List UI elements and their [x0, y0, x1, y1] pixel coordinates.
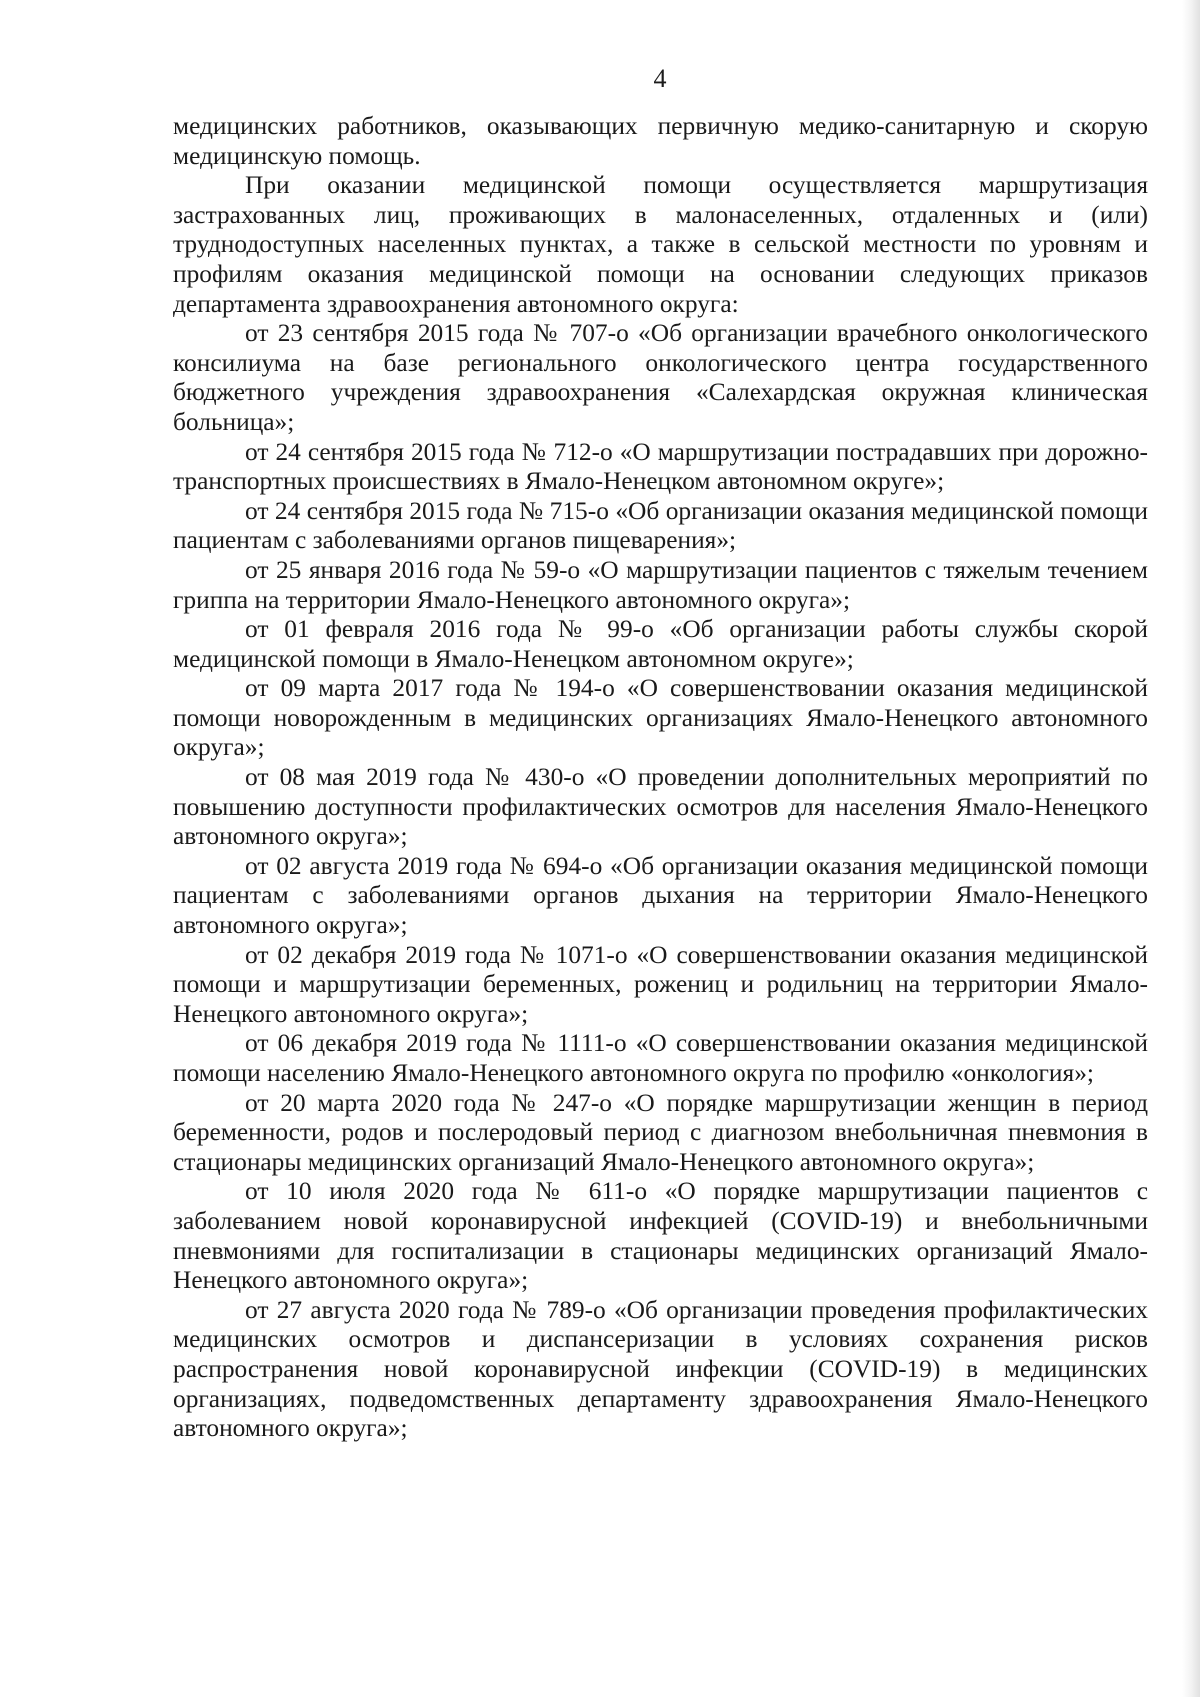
order-item: от 27 августа 2020 года № 789-о «Об организации проведения профилактических медицинских осмотров и диспансеризации в условиях сохранения рисков распространения новой коронавирусной инфекции (COVID-19) в медицинских организациях, подведомственных департаменту здравоохранения Ямало-Ненецкого автономного округа»; [173, 1295, 1148, 1443]
order-item: от 02 декабря 2019 года № 1071-о «О совершенствовании оказания медицинской помощи и маршрутизации беременных, рожениц и родильниц на территории Ямало-Ненецкого автономного округа»; [173, 940, 1148, 1028]
order-item: от 24 сентября 2015 года № 715-о «Об организации оказания медицинской помощи пациентам с заболеваниями органов пищеварения»; [173, 496, 1148, 555]
order-item: от 23 сентября 2015 года № 707-о «Об организации врачебного онкологического консилиума на базе регионального онкологического центра государственного бюджетного учреждения здравоохранения «Салехардская окружная клиническая больница»; [173, 319, 1148, 436]
paragraph-intro: При оказании медицинской помощи осуществляется маршрутизация застрахованных лиц, проживающих в малонаселенных, отдаленных и (или) труднодоступных населенных пунктах, а также в сельской местности по уровням и профилям оказания медицинской помощи на основании следующих приказов департамента здравоохранения автономного округа: [173, 171, 1148, 318]
order-item: от 20 марта 2020 года № 247-о «О порядке маршрутизации женщин в период беременности, родов и послеродовый период с диагнозом внебольничная пневмония в стационары медицинских организаций Ямало-Ненецкого автономного округа»; [173, 1088, 1148, 1176]
order-item: от 09 марта 2017 года № 194-о «О совершенствовании оказания медицинской помощи новорожденным в медицинских организациях Ямало-Ненецкого автономного округа»; [173, 674, 1148, 762]
order-item: от 10 июля 2020 года № 611-о «О порядке маршрутизации пациентов с заболеванием новой коронавирусной инфекцией (COVID-19) и внебольничными пневмониями для госпитализации в стационары медицинских организаций Ямало-Ненецкого автономного округа»; [173, 1177, 1148, 1295]
paragraph-continuation: медицинских работников, оказывающих первичную медико-санитарную и скорую медицинскую помощь. [173, 112, 1148, 170]
order-item: от 08 мая 2019 года № 430-о «О проведении дополнительных мероприятий по повышению доступности профилактических осмотров для населения Ямало-Ненецкого автономного округа»; [173, 763, 1148, 851]
order-item: от 06 декабря 2019 года № 1111-о «О совершенствовании оказания медицинской помощи населению Ямало-Ненецкого автономного округа по профилю «онкология»; [173, 1029, 1148, 1087]
order-item: от 02 августа 2019 года № 694-о «Об организации оказания медицинской помощи пациентам с заболеваниями органов дыхания на территории Ямало-Ненецкого автономного округа»; [173, 851, 1148, 940]
order-item: от 25 января 2016 года № 59-о «О маршрутизации пациентов с тяжелым течением гриппа на территории Ямало-Ненецкого автономного округа»; [173, 555, 1148, 614]
order-item: от 24 сентября 2015 года № 712-о «О маршрутизации пострадавших при дорожно-транспортных происшествиях в Ямало-Ненецком автономном округе»; [173, 437, 1148, 496]
page-number: 4 [653, 64, 667, 93]
document-body [173, 112, 1148, 1444]
page-edge-shadow [1182, 0, 1200, 1697]
order-item: от 01 февраля 2016 года № 99-о «Об организации работы службы скорой медицинской помощи в Ямало-Ненецком автономном округе»; [173, 615, 1148, 673]
